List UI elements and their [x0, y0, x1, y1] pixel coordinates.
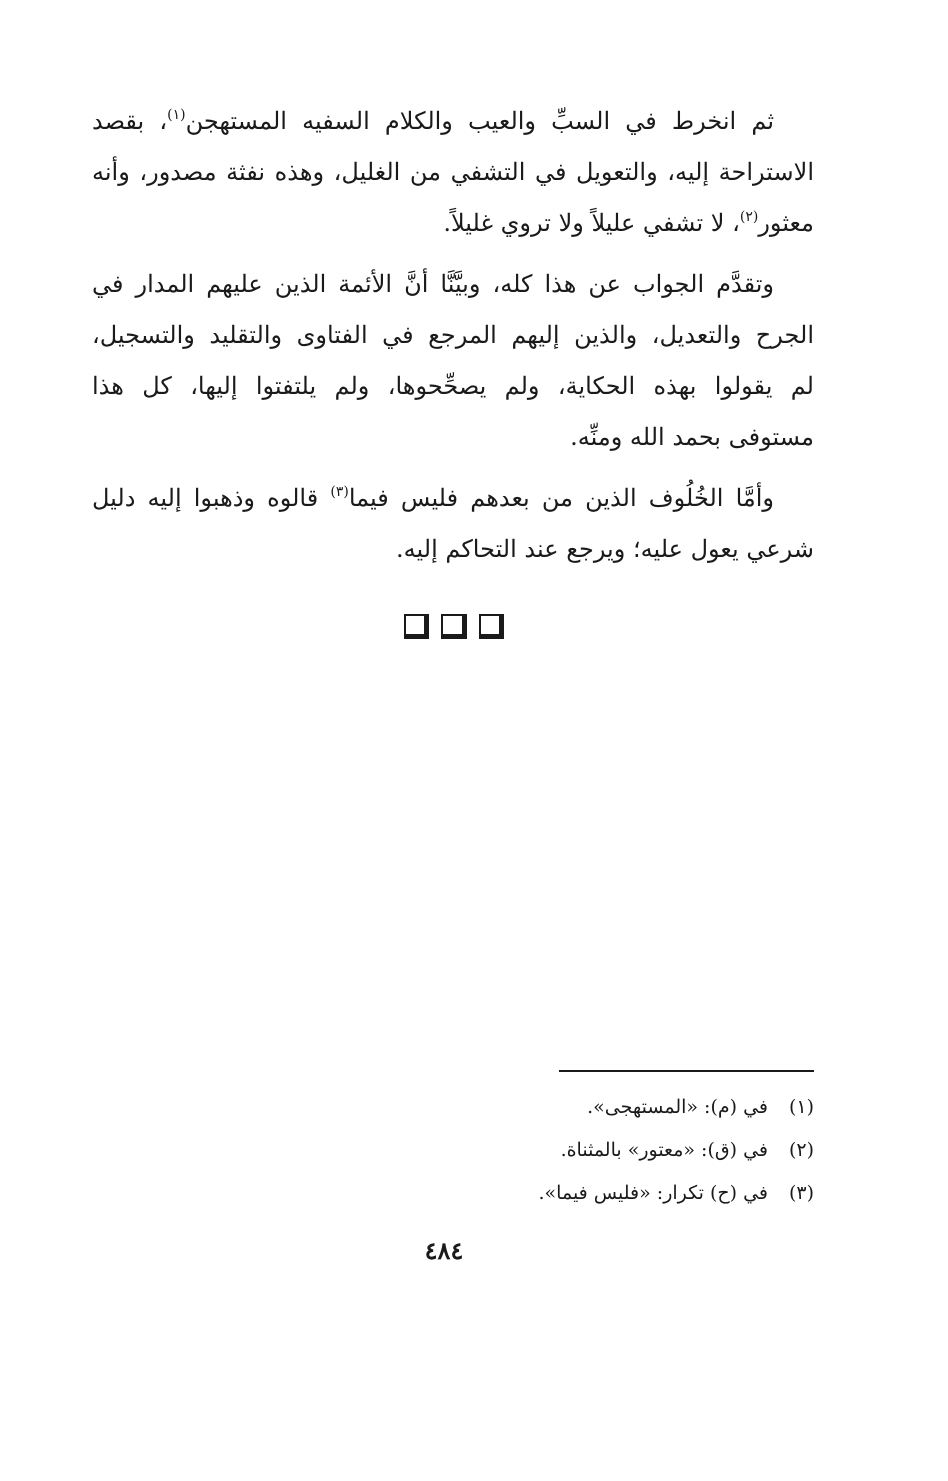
footnote-ref-1: (١) — [167, 107, 186, 123]
paragraph-3 — [92, 473, 814, 575]
footnotes — [300, 1086, 814, 1215]
footnote-number: (١) — [788, 1096, 814, 1118]
text-line: الجرح والتعديل، والذين إليهم المرجع في الفتاوى والتقليد والتسجيل، — [92, 321, 814, 349]
text-line: مستوفى بحمد الله ومنِّه. — [570, 423, 814, 451]
text-line: شرعي يعول عليه؛ ويرجع عند التحاكم إليه. — [396, 535, 814, 563]
text-line: وتقدَّم الجواب عن هذا كله، وبيَّنَّا أنَّ الأئمة الذين عليهم المدار في — [92, 270, 774, 298]
footnote-ref-2: (٢) — [739, 209, 759, 225]
text-line: لم يقولوا بهذه الحكاية، ولم يصحِّحوها، ولم يلتفتوا إليها، كل هذا — [92, 372, 814, 400]
page-number: ٤٨٤ — [424, 1236, 464, 1265]
square-ornament-icon — [441, 614, 466, 639]
footnote-text: في (م): «المستهجى». — [587, 1096, 768, 1118]
footnote-2 — [300, 1129, 814, 1172]
footnote-ref-3: (٣) — [330, 484, 349, 500]
text-line: الاستراحة إليه، والتعويل في التشفي من الغليل، وهذه نفثة مصدور، وأنه — [92, 158, 814, 186]
text-line: ثم انخرط في السبِّ والعيب والكلام السفيه المستهجن$^{(١)}$، بقصد — [92, 107, 774, 135]
text-line: وأمَّا الخُلُوف الذين من بعدهم فليس فيما$^{(٣)}$ قالوه وذهبوا إليه دليل — [92, 484, 774, 512]
footnote-number: (٢) — [788, 1139, 814, 1161]
footnote-text: في (ح) تكرار: «فليس فيما». — [538, 1182, 768, 1204]
text-line: معثور$^{(٢)}$، لا تشفي عليلاً ولا تروي غليلاً. — [443, 209, 814, 237]
square-ornament-icon — [479, 614, 504, 639]
footnote-divider — [559, 1070, 814, 1072]
footnote-number: (٣) — [788, 1182, 814, 1204]
square-ornament-icon — [404, 614, 429, 639]
footnote-3 — [300, 1172, 814, 1215]
three-squares-ornament-icon — [404, 614, 504, 640]
paragraph-1 — [92, 96, 814, 249]
paragraph-2 — [92, 259, 814, 463]
main-text — [92, 96, 814, 585]
footnote-1 — [300, 1086, 814, 1129]
footnote-text: في (ق): «معتور» بالمثناة. — [560, 1139, 768, 1161]
